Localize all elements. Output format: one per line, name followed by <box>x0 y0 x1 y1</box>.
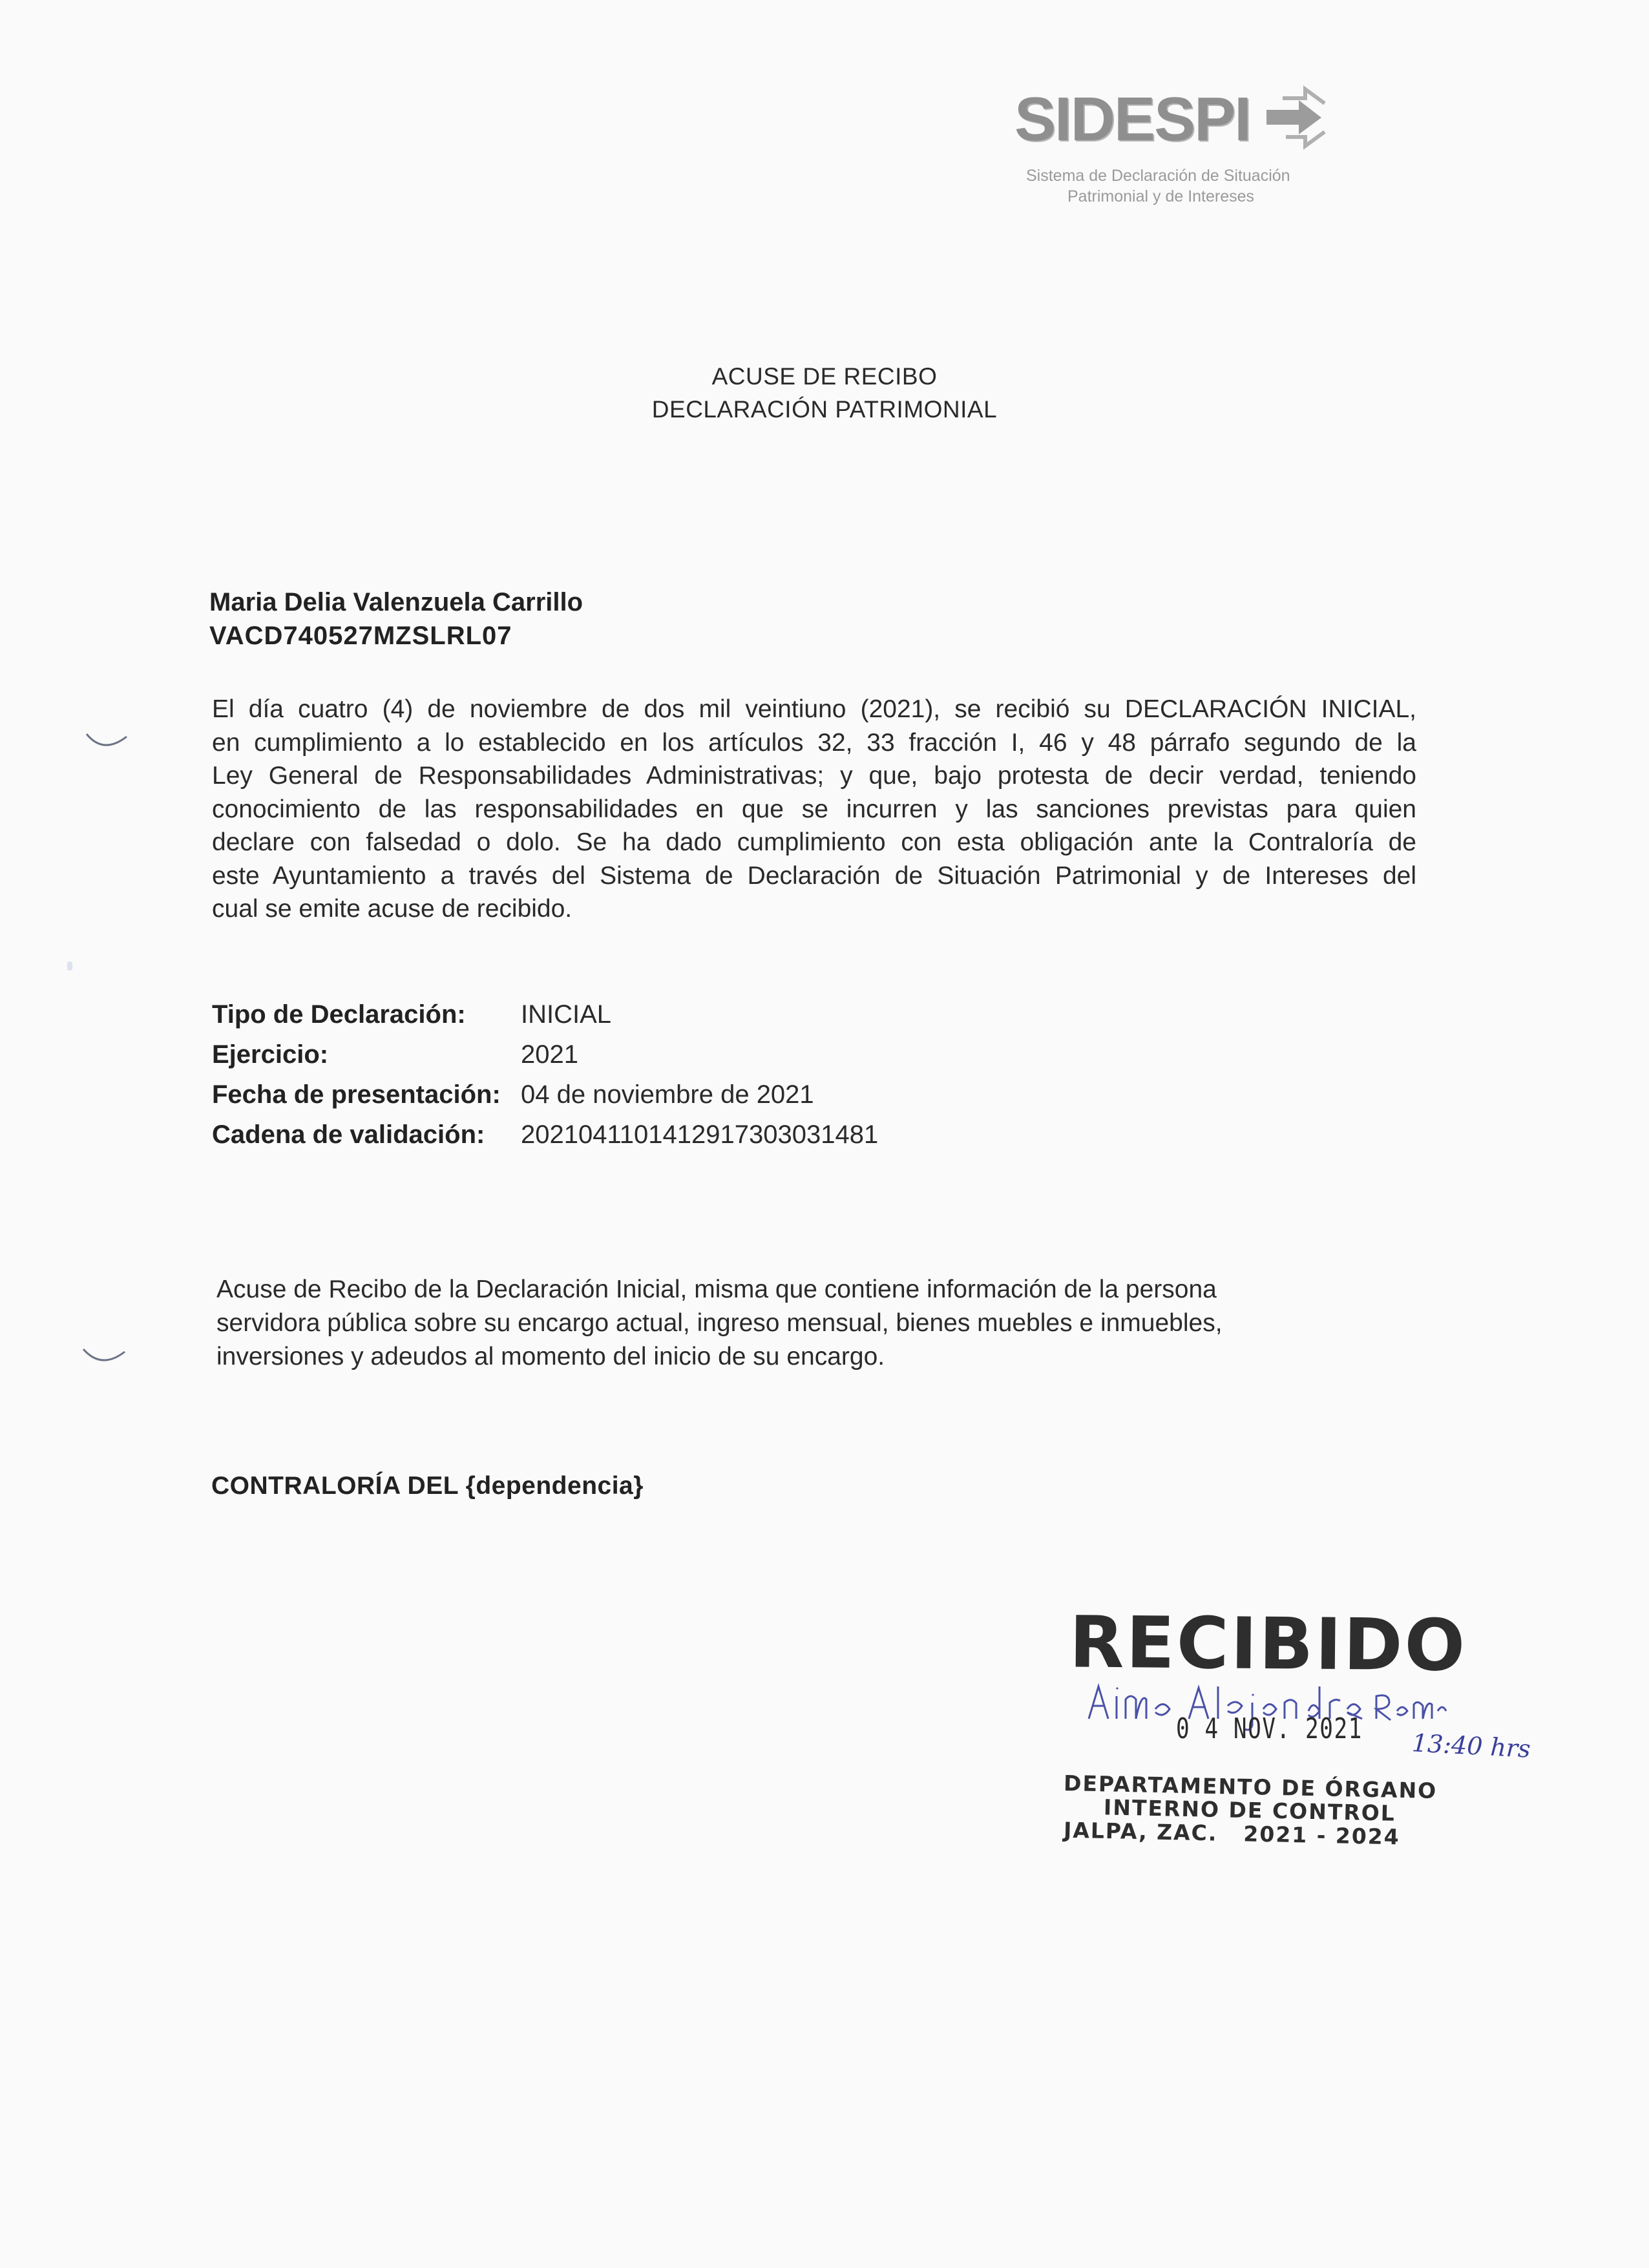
logo-tagline-2: Patrimonial y de Intereses <box>1067 187 1255 205</box>
recipient-name: Maria Delia Valenzuela Carrillo <box>209 588 583 616</box>
validation-string-value: 20210411014129173030314​81 <box>521 1120 879 1149</box>
logo-wordmark: SIDESPI <box>1014 85 1250 154</box>
sidespi-logo <box>1014 84 1376 213</box>
body-line: conocimiento de las responsabilidades en que se incurren y las sanciones previstas para quien <box>212 795 1416 823</box>
signature-block: CONTRALORÍA DEL {dependencia} <box>211 1472 644 1500</box>
submission-date-label: Fecha de presentación: <box>212 1080 501 1109</box>
note-line: servidora pública sobre su encargo actual, ingreso mensual, bienes muebles e inmuebles, <box>216 1309 1223 1337</box>
body-paragraph <box>212 693 1416 926</box>
declaration-type-value: INICIAL <box>521 1000 612 1029</box>
hole-punch-mark-icon <box>81 1344 126 1370</box>
note-paragraph <box>216 1273 1223 1374</box>
handwritten-time: 13:40 hrs <box>1411 1728 1531 1763</box>
document-subtitle: DECLARACIÓN PATRIMONIAL <box>651 396 998 423</box>
logo-arrows-icon <box>1260 84 1331 162</box>
fiscal-year-label: Ejercicio: <box>212 1040 329 1069</box>
logo-tagline-1: Sistema de Declaración de Situación <box>1026 167 1290 185</box>
received-stamp-heading: RECIBIDO <box>1069 1601 1467 1687</box>
note-line: Acuse de Recibo de la Declaración Inicial, misma que contiene información de la persona <box>216 1276 1217 1303</box>
hole-punch-mark-icon <box>84 730 129 756</box>
stamp-location: JALPA, ZAC. <box>1063 1817 1218 1846</box>
body-line: este Ayuntamiento a través del Sistema de Declaración de Situación Patrimonial y de Intereses del <box>212 861 1416 890</box>
fiscal-year-value: 2021 <box>521 1040 578 1069</box>
body-line: en cumplimiento a lo establecido en los artículos 32, 33 fracción I, 46 y 48 párrafo segundo de la <box>212 728 1416 757</box>
body-line: declare con falsedad o dolo. Se ha dado cumplimiento con esta obligación ante la Contraloría de <box>212 828 1416 856</box>
note-line: inversiones y adeudos al momento del inicio de su encargo. <box>216 1343 885 1370</box>
validation-string-label: Cadena de validación: <box>212 1120 485 1149</box>
document-title: ACUSE DE RECIBO <box>711 363 938 390</box>
body-line: cual se emite acuse de recibido. <box>212 895 572 923</box>
declaration-type-label: Tipo de Declaración: <box>212 1000 466 1029</box>
body-line: Ley General de Responsabilidades Administrativas; y que, bajo protesta de decir verdad, teniendo <box>212 762 1416 790</box>
stamp-department-line-1: DEPARTAMENTO DE ÓRGANO <box>1063 1770 1438 1804</box>
stamp-years: 2021 - 2024 <box>1243 1821 1401 1850</box>
recipient-rfc: VACD740527MZSLRL07 <box>209 622 512 650</box>
stamp-date: 0 4 NOV. 2021 <box>1176 1712 1363 1745</box>
body-line: El día cuatro (4) de noviembre de dos mil veintiuno (2021), se recibió su DECLARACIÓN INICIAL, <box>212 695 1416 723</box>
submission-date-value: 04 de noviembre de 2021 <box>521 1080 814 1109</box>
scan-speck <box>67 961 72 971</box>
stamp-department-line-2: INTERNO DE CONTROL <box>1103 1794 1396 1826</box>
